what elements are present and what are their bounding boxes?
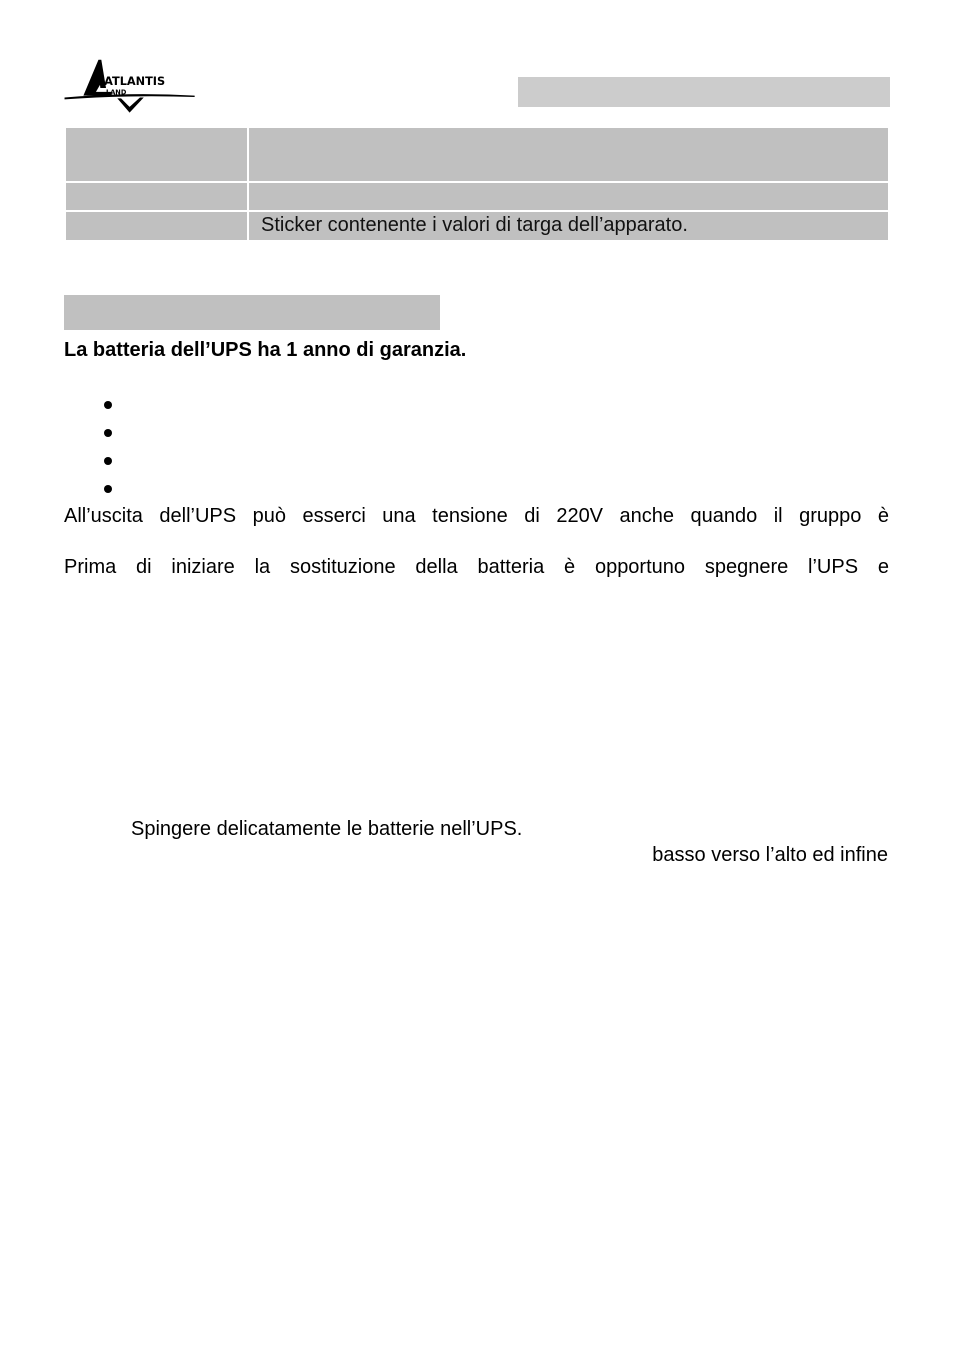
bullet-icon	[104, 401, 112, 409]
bullet-icon	[104, 485, 112, 493]
step-push-batteries: Spingere delicatamente le batterie nell’UPS.	[131, 818, 523, 840]
table-cell-label	[66, 128, 247, 181]
table-row	[66, 128, 888, 181]
header-title-bar	[518, 77, 890, 107]
section-heading-bar	[64, 295, 440, 330]
table-row	[66, 212, 888, 240]
svg-text:ATLANTIS: ATLANTIS	[104, 75, 166, 89]
svg-text:LAND: LAND	[106, 88, 127, 97]
table-cell-label	[66, 212, 247, 240]
step-continuation: basso verso l’alto ed infine	[652, 844, 888, 866]
atlantis-land-logo	[60, 56, 202, 122]
table-row	[66, 183, 888, 210]
replacement-instructions-paragraph: Prima di iniziare la sostituzione della batteria è opportuno spegnere l’UPS e	[64, 556, 889, 578]
spec-table	[66, 128, 888, 240]
warranty-note: La batteria dell’UPS ha 1 anno di garanzia.	[64, 339, 467, 361]
table-cell-description: Sticker contenente i valori di targa dell’apparato.	[249, 212, 888, 240]
bullet-icon	[104, 429, 112, 437]
table-cell-label	[66, 183, 247, 210]
table-cell-description	[249, 183, 888, 210]
voltage-warning-paragraph: All’uscita dell’UPS può esserci una tensione di 220V anche quando il gruppo è	[64, 505, 889, 527]
bullet-icon	[104, 457, 112, 465]
table-cell-description	[249, 128, 888, 181]
atlantis-land-logo-icon	[60, 56, 202, 122]
